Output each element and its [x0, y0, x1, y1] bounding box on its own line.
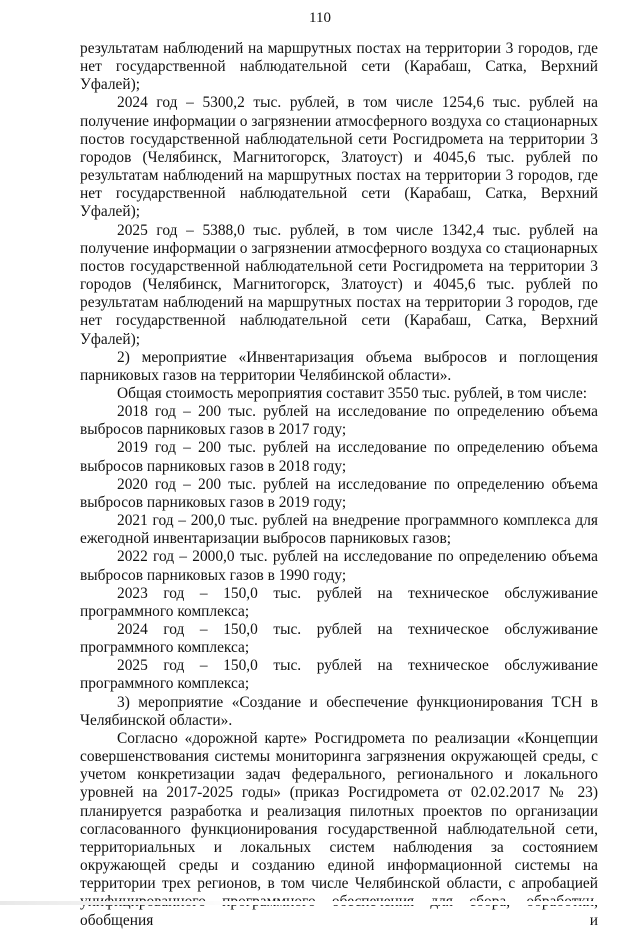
paragraph-2024-funding: 2024 год – 5300,2 тыс. рублей, в том числе 1254,6 тыс. рублей на получение информации о загрязнении атмосферного воздуха со стационарных постов государственной наблюдательной сети Росгидромета на территории 3 городов (Челябинск, Магнитогорск, Златоуст) и 4045,6 тыс. рублей по результатам наблюдений на маршрутных постах на территории 3 городов, где нет государственной наблюдательной сети (Карабаш, Сатка, Верхний Уфалей);	[80, 94, 598, 221]
scan-edge	[0, 901, 640, 905]
paragraph-2025: 2025 год – 150,0 тыс. рублей на техническое обслуживание программного комплекса;	[80, 657, 598, 693]
paragraph-2025-funding: 2025 год – 5388,0 тыс. рублей, в том числе 1342,4 тыс. рублей на получение информации о загрязнении атмосферного воздуха со стационарных постов государственной наблюдательной сети Росгидромета на территории 3 городов (Челябинск, Магнитогорск, Златоуст) и 4045,6 тыс. рублей по результатам наблюдений на маршрутных постах на территории 3 городов, где нет государственной наблюдательной сети (Карабаш, Сатка, Верхний Уфалей);	[80, 221, 598, 348]
paragraph-2022: 2022 год – 2000,0 тыс. рублей на исследование по определению объема выбросов парниковых газов в 1990 году;	[80, 548, 598, 584]
paragraph-continuation: результатам наблюдений на маршрутных постах на территории 3 городов, где нет государственной наблюдательной сети (Карабаш, Сатка, Верхний Уфалей);	[80, 40, 598, 94]
paragraph-2021: 2021 год – 200,0 тыс. рублей на внедрение программного комплекса для ежегодной инвентаризации выбросов парниковых газов;	[80, 512, 598, 548]
paragraph-roadmap: Согласно «дорожной карте» Росгидромета по реализации «Концепции совершенствования системы мониторинга загрязнения окружающей среды, с учетом конкретизации задач федерального, регионального и локального уровней на 2017-2025 годы» (приказ Росгидромета от 02.02.2017 № 23) планируется разработка и реализация пилотных проектов по организации согласованного функционирования государственной наблюдательной сети, территориальных и локальных систем наблюдения за состоянием окружающей среды и созданию единой информационной системы на территории трех регионов, в том числе Челябинской области, с апробацией обобщения и	[80, 729, 598, 929]
document-body	[80, 40, 598, 930]
paragraph-measure-2: 2) мероприятие «Инвентаризация объема выбросов и поглощения парниковых газов на территории Челябинской области».	[80, 348, 598, 384]
paragraph-2023: 2023 год – 150,0 тыс. рублей на техническое обслуживание программного комплекса;	[80, 584, 598, 620]
paragraph-2020: 2020 год – 200 тыс. рублей на исследование по определению объема выбросов парниковых газов в 2019 году;	[80, 475, 598, 511]
paragraph-2019: 2019 год – 200 тыс. рублей на исследование по определению объема выбросов парниковых газов в 2018 году;	[80, 439, 598, 475]
paragraph-2018: 2018 год – 200 тыс. рублей на исследование по определению объема выбросов парниковых газов в 2017 году;	[80, 403, 598, 439]
page-number: 110	[309, 10, 331, 26]
paragraph-2024: 2024 год – 150,0 тыс. рублей на техническое обслуживание программного комплекса;	[80, 621, 598, 657]
paragraph-total-cost: Общая стоимость мероприятия составит 3550 тыс. рублей, в том числе:	[117, 384, 588, 402]
paragraph-measure-3: 3) мероприятие «Создание и обеспечение функционирования ТСН в Челябинской области».	[80, 693, 598, 729]
